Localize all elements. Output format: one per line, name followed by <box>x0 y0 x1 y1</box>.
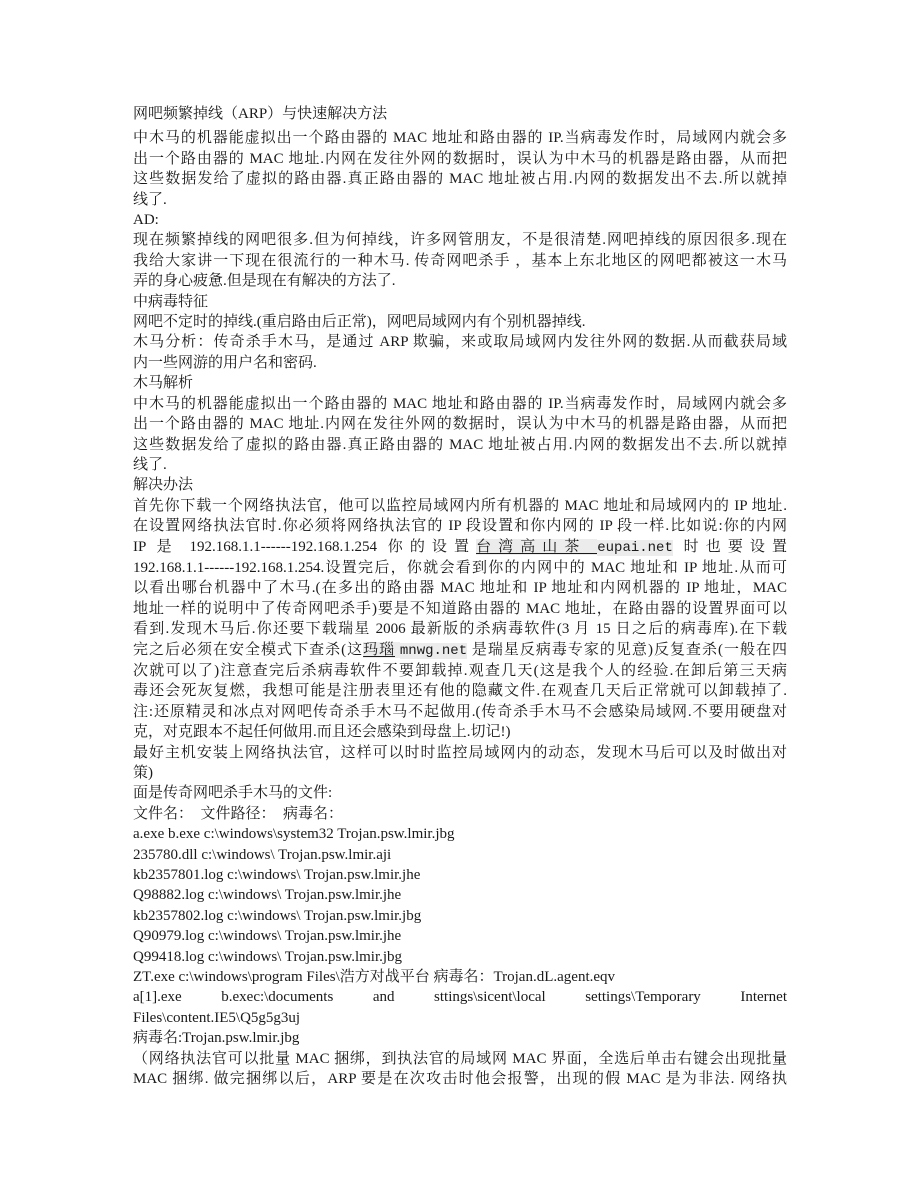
text-line: 235780.dll c:\windows\ Trojan.psw.lmir.aji <box>133 846 392 863</box>
text-line: 中病毒特征 <box>133 293 209 310</box>
text-line: a.exe b.exe c:\windows\system32 Trojan.psw.lmir.jbg <box>133 826 455 843</box>
text-line: 出一个路由器的 MAC 地址.内网在发往外网的数据时，误认为中木马的机器是路由器，从而把 <box>133 416 787 433</box>
text-line: 线了. <box>133 191 167 208</box>
text-line: 解决办法 <box>133 477 194 494</box>
text-line: 次就可以了)注意查完后杀病毒软件不要卸载掉.观查几天(这是我个人的经验.在卸后第三天病 <box>133 662 787 679</box>
text-line <box>133 537 787 558</box>
text-line: 病毒名:Trojan.psw.lmir.jbg <box>133 1030 300 1047</box>
text-line: 出一个路由器的 MAC 地址.内网在发往外网的数据时，误认为中木马的机器是路由器，从而把 <box>133 150 787 167</box>
text-line: 这些数据发给了虚拟的路由器.真正路由器的 MAC 地址被占用.内网的数据发出不去.所以就掉 <box>133 171 787 188</box>
text-line: ZT.exe c:\windows\program Files\浩方对战平台 病毒名：Trojan.dL.agent.eqv <box>133 969 616 986</box>
text-line: 面是传奇网吧杀手木马的文件: <box>133 785 333 802</box>
text-line: Q99418.log c:\windows\ Trojan.psw.lmir.jbg <box>133 948 403 965</box>
text-line: 现在频繁掉线的网吧很多.但为何掉线，许多网管朋友，不是很清楚.网吧掉线的原因很多.现在 <box>133 232 787 249</box>
text-line: 策) <box>133 765 153 781</box>
text-line: （网络执法官可以批量 MAC 捆绑，到执法官的局域网 MAC 界面，全选后单击右键会出现批量 <box>133 1050 787 1067</box>
text-line: kb2357801.log c:\windows\ Trojan.psw.lmir.jhe <box>133 867 421 884</box>
document-text <box>133 104 787 1090</box>
text-line: 线了. <box>133 456 167 473</box>
text-line: 注:还原精灵和冰点对网吧传奇杀手木马不起做用.(传奇杀手木马不会感染局域网.不要用硬盘对 <box>133 703 787 720</box>
text-line: 我给大家讲一下现在很流行的一种木马. 传奇网吧杀手 ，基本上东北地区的网吧都被这一木马 <box>133 252 787 269</box>
text-line: AD: <box>133 212 159 229</box>
link-manao[interactable]: 玛瑙 <box>363 641 396 658</box>
text-line: 毒还会死灰复燃，我想可能是注册表里还有他的隐藏文件.在观查几天后正常就可以卸载掉了. <box>133 683 787 700</box>
text-line: 文件名： 文件路径： 病毒名： <box>133 805 344 822</box>
text-line: 最好主机安装上网络执法官，这样可以时时监控局域网内的动态，发现木马后可以及时做出对 <box>133 744 787 761</box>
text-line: 内一些网游的用户名和密码. <box>133 354 317 371</box>
link-eupai-net[interactable]: eupai.net <box>597 539 673 556</box>
text-line: 首先你下载一个网络执法官，他可以监控局域网内所有机器的 MAC 地址和局域网内的 IP 地址. <box>133 497 787 514</box>
text-line: 看到.发现木马后.你还要下载瑞星 2006 最新版的杀病毒软件(3 月 15 日之后的病毒库).在下载 <box>133 621 787 638</box>
text-line: 克，对克跟本不起任何做用.而且还会感染到母盘上.切记!) <box>133 724 511 741</box>
document-title: 网吧频繁掉线（ARP）与快速解决方法 <box>133 106 388 122</box>
text-segment: IP 是 192.168.1.1------192.168.1.254 你的设置 <box>133 538 477 555</box>
text-segment: 时也要设置 <box>672 538 787 555</box>
text-line: 网吧不定时的掉线.(重启路由后正常)，网吧局域网内有个别机器掉线. <box>133 314 586 331</box>
text-line: Files\content.IE5\Q5g5g3uj <box>133 1009 301 1026</box>
text-line: 192.168.1.1------192.168.1.254.设置完后，你就会看到你的内网中的 MAC 地址和 IP 地址.从而可 <box>133 559 787 576</box>
text-line: 这些数据发给了虚拟的路由器.真正路由器的 MAC 地址被占用.内网的数据发出不去.所以就掉 <box>133 436 787 453</box>
text-line: kb2357802.log c:\windows\ Trojan.psw.lmir.jbg <box>133 907 422 924</box>
text-line: Q98882.log c:\windows\ Trojan.psw.lmir.jhe <box>133 887 402 904</box>
text-line: 以看出哪台机器中了木马.(在多出的路由器 MAC 地址和 IP 地址和内网机器的 IP 地址，MAC <box>133 580 787 597</box>
text-segment: 完之后必须在安全模式下查杀(这 <box>133 641 364 658</box>
text-line: 地址一样的说明中了传奇网吧杀手)要是不知道路由器的 MAC 地址，在路由器的设置界面可以 <box>133 600 787 617</box>
text-line: a[1].exe b.exec:\documents and sttings\sicent\local settings\Temporary Internet <box>133 989 787 1006</box>
text-line: 弄的身心疲惫.但是现在有解决的方法了. <box>133 273 396 290</box>
text-line: Q90979.log c:\windows\ Trojan.psw.lmir.jhe <box>133 928 402 945</box>
text-line: 中木马的机器能虚拟出一个路由器的 MAC 地址和路由器的 IP.当病毒发作时，局域网内就会多 <box>133 130 787 147</box>
text-line: 木马解析 <box>133 375 194 392</box>
text-segment: 是瑞星反病毒专家的见意)反复查杀(一般在四 <box>467 641 787 658</box>
text-line: MAC 捆绑. 做完捆绑以后，ARP 要是在次攻击时他会报警，出现的假 MAC 是为非法. 网络执 <box>133 1071 787 1088</box>
text-line <box>133 640 787 661</box>
text-line: 木马分析：传奇杀手木马，是通过 ARP 欺骗，来或取局域网内发往外网的数据.从而截获局域 <box>133 334 787 351</box>
link-mnwg-net[interactable]: mnwg.net <box>399 642 468 659</box>
link-taiwan-gaoshan-tea[interactable]: 台湾高山茶 <box>476 538 598 555</box>
text-line: 在设置网络执法官时.你必须将网络执法官的 IP 段设置和你内网的 IP 段一样.比如说:你的内网 <box>133 518 787 535</box>
text-line: 中木马的机器能虚拟出一个路由器的 MAC 地址和路由器的 IP.当病毒发作时，局域网内就会多 <box>133 395 787 412</box>
